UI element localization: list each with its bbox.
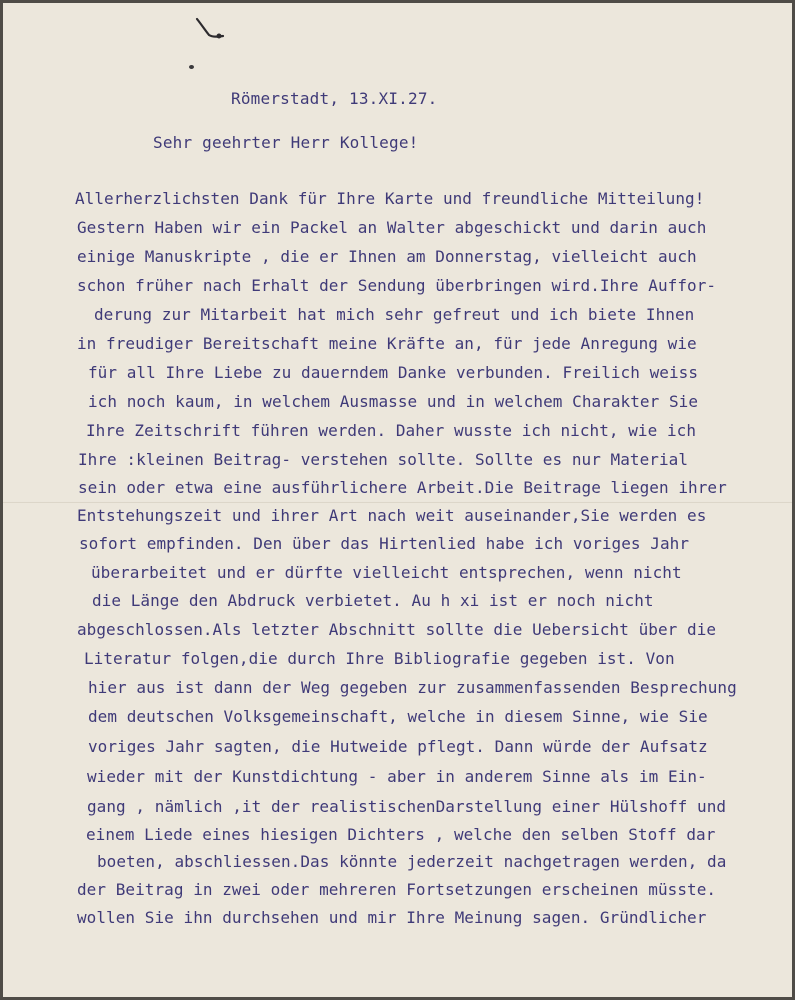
ink-mark <box>195 17 227 45</box>
letter-line: ich noch kaum, in welchem Ausmasse und in welchem Charakter Sie <box>88 392 699 411</box>
letter-line: Ihre Zeitschrift führen werden. Daher wusste ich nicht, wie ich <box>86 421 697 440</box>
letter-line: hier aus ist dann der Weg gegeben zur zusammenfassenden Besprechung <box>88 678 737 697</box>
letter-line: Allerherzlichsten Dank für Ihre Karte und freundliche Mitteilung! <box>75 189 705 208</box>
letter-line: Gestern Haben wir ein Packel an Walter abgeschickt und darin auch <box>77 218 707 237</box>
paper-fold-line <box>3 501 792 503</box>
letter-line: der Beitrag in zwei oder mehreren Fortsetzungen erscheinen müsste. <box>77 880 717 899</box>
salutation: Sehr geehrter Herr Kollege! <box>153 133 419 152</box>
letter-line: die Länge den Abdruck verbietet. Au h xi ist er noch nicht <box>92 591 654 610</box>
letter-line: wollen Sie ihn durchsehen und mir Ihre Meinung sagen. Gründlicher <box>77 908 707 927</box>
letter-line: überarbeitet und er dürfte vielleicht entsprechen, wenn nicht <box>91 563 682 582</box>
letter-line: Entstehungszeit und ihrer Art nach weit auseinander,Sie werden es <box>77 506 707 525</box>
letter-line: in freudiger Bereitschaft meine Kräfte an, für jede Anregung wie <box>77 334 697 353</box>
letter-line: derung zur Mitarbeit hat mich sehr gefreut und ich biete Ihnen <box>94 305 695 324</box>
letter-line: gang , nämlich ,it der realistischenDarstellung einer Hülshoff und <box>87 797 727 816</box>
letter-line: einem Liede eines hiesigen Dichters , welche den selben Stoff dar <box>86 825 716 844</box>
letter-line: voriges Jahr sagten, die Hutweide pflegt. Dann würde der Aufsatz <box>88 737 708 756</box>
letter-line: wieder mit der Kunstdichtung - aber in anderem Sinne als im Ein- <box>87 767 707 786</box>
letter-line: sein oder etwa eine ausführlichere Arbeit.Die Beitrage liegen ihrer <box>78 478 727 497</box>
letter-line: boeten, abschliessen.Das könnte jederzeit nachgetragen werden, da <box>97 852 727 871</box>
place-date: Römerstadt, 13.XI.27. <box>231 89 438 108</box>
letter-line: Literatur folgen,die durch Ihre Bibliografie gegeben ist. Von <box>84 649 675 668</box>
letter-line: sofort empfinden. Den über das Hirtenlied habe ich voriges Jahr <box>79 534 690 553</box>
letter-line: einige Manuskripte , die er Ihnen am Donnerstag, vielleicht auch <box>77 247 697 266</box>
letter-line: für all Ihre Liebe zu dauerndem Danke verbunden. Freilich weiss <box>88 363 699 382</box>
letter-line: dem deutschen Volksgemeinschaft, welche in diesem Sinne, wie Sie <box>88 707 708 726</box>
letter-line: schon früher nach Erhalt der Sendung überbringen wird.Ihre Auffor- <box>77 276 717 295</box>
letter-line: abgeschlossen.Als letzter Abschnitt sollte die Uebersicht über die <box>77 620 717 639</box>
letter-line: Ihre :kleinen Beitrag- verstehen sollte. Sollte es nur Material <box>78 450 689 469</box>
ink-dot <box>189 65 194 69</box>
